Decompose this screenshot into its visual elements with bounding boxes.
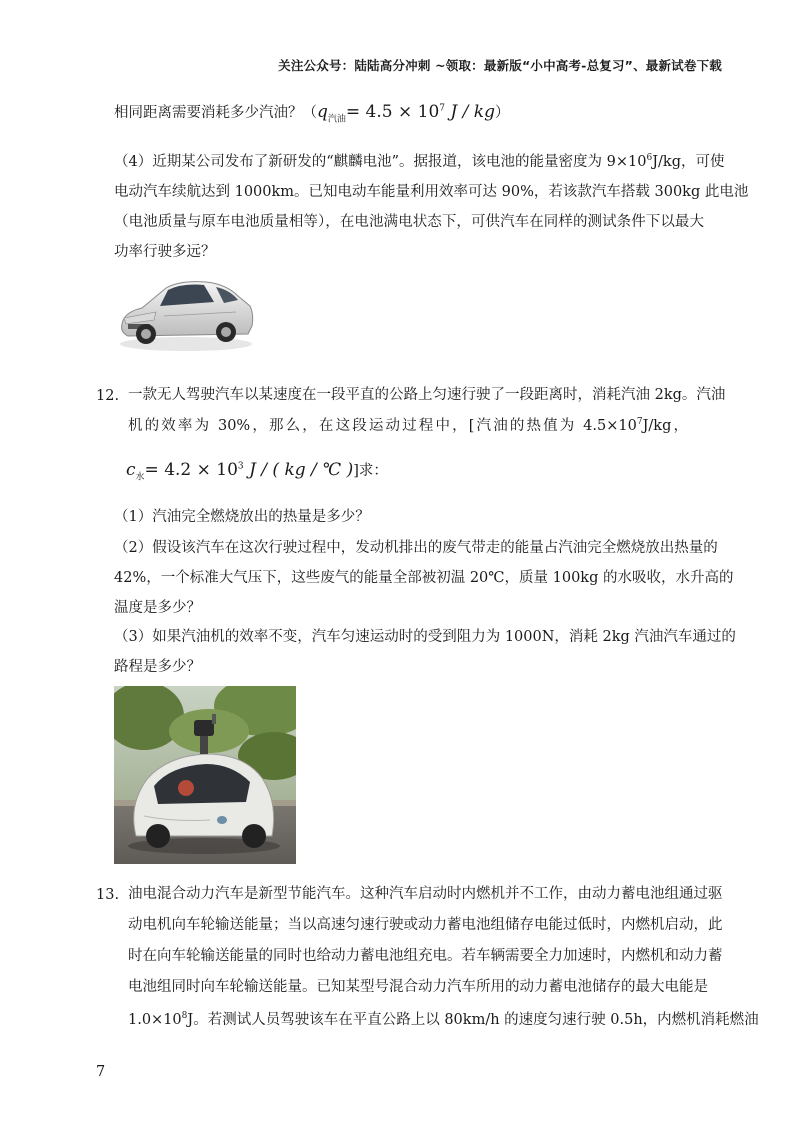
q12-formula-line: $c_水= 4.2 \times 10^3$ J / ( kg / ℃ )]求： bbox=[126, 460, 388, 483]
q11-line1: 相同距离需要消耗多少汽油？（$q_{汽油}= 4.5 \times 10^7$ J / kg） bbox=[114, 102, 510, 125]
q11-part4-line1: （4）近期某公司发布了新研发的“麒麟电池”。据报道，该电池的能量密度为 $9\times 10^6J/kg$，可使 bbox=[114, 153, 725, 170]
q11-part4-line2: 电动汽车续航达到 1000km。已知电动车能量利用效率可达 90%，若该款汽车搭载 300kg 此电池 bbox=[114, 184, 749, 200]
q13-line3: 时在向车轮输送能量的同时也给动力蓄电池组充电。若车辆需要全力加速时，内燃机和动力蓄 bbox=[128, 948, 723, 964]
gasoline-heat-formula: $q_{汽油}= 4.5 \times 10^7$ J / kg bbox=[317, 102, 495, 125]
q13-line1: 油电混合动力汽车是新型节能汽车。这种汽车启动时内燃机并不工作，由动力蓄电池组通过驱 bbox=[128, 886, 723, 902]
q12-number: 12. bbox=[96, 388, 120, 404]
q12-part3-line2: 路程是多少？ bbox=[114, 659, 201, 675]
page-number: 7 bbox=[96, 1064, 106, 1080]
q13-line2: 动电机向车轮输送能量；当以高速匀速行驶或动力蓄电池组储存电能过低时，内燃机启动，此 bbox=[128, 917, 723, 933]
q12-line2: 机的效率为 30%，那么，在这段运动过程中，[汽油的热值为 $4.5\times 10^7J/kg$， bbox=[128, 417, 688, 434]
q12-part2-line2: 42%，一个标准大气压下，这些废气的能量全部被初温 20℃，质量 100kg 的水吸收，水升高的 bbox=[114, 570, 734, 586]
self-driving-car-image bbox=[114, 686, 296, 864]
q12-part2-line1: （2）假设该汽车在这次行驶过程中，发动机排出的废气带走的能量占汽油完全燃烧放出热量的 bbox=[114, 540, 718, 556]
q13-line5: $1.0\times 10^8J$。若测试人员驾驶该车在平直公路上以 80km/h 的速度匀速行驶 0.5h，内燃机消耗燃油 bbox=[128, 1011, 759, 1028]
sedan-car-image bbox=[114, 268, 256, 354]
q12-part3-line1: （3）如果汽油机的效率不变，汽车匀速运动时的受到阻力为 1000N，消耗 2kg 汽油汽车通过的 bbox=[114, 629, 736, 645]
q12-line1: 一款无人驾驶汽车以某速度在一段平直的公路上匀速行驶了一段距离时，消耗汽油 2kg。汽油 bbox=[128, 387, 726, 403]
page-header: 关注公众号：陆陆高分冲刺 ~领取：最新版“小中高考-总复习”、最新试卷下载 bbox=[278, 58, 722, 73]
q12-part2-line3: 温度是多少？ bbox=[114, 600, 201, 616]
q12-part1: （1）汽油完全燃烧放出的热量是多少？ bbox=[114, 509, 370, 525]
q11-part4-line4: 功率行驶多远？ bbox=[114, 244, 216, 260]
q13-number: 13. bbox=[96, 887, 120, 903]
q11-part4-line3: （电池质量与原车电池质量相等），在电池满电状态下，可供汽车在同样的测试条件下以最大 bbox=[114, 214, 704, 230]
water-specific-heat-formula: $c_水= 4.2 \times 10^3$ J / ( kg / ℃ ) bbox=[126, 460, 354, 483]
q13-line4: 电池组同时向车轮输送能量。已知某型号混合动力汽车所用的动力蓄电池储存的最大电能是 bbox=[128, 979, 708, 995]
